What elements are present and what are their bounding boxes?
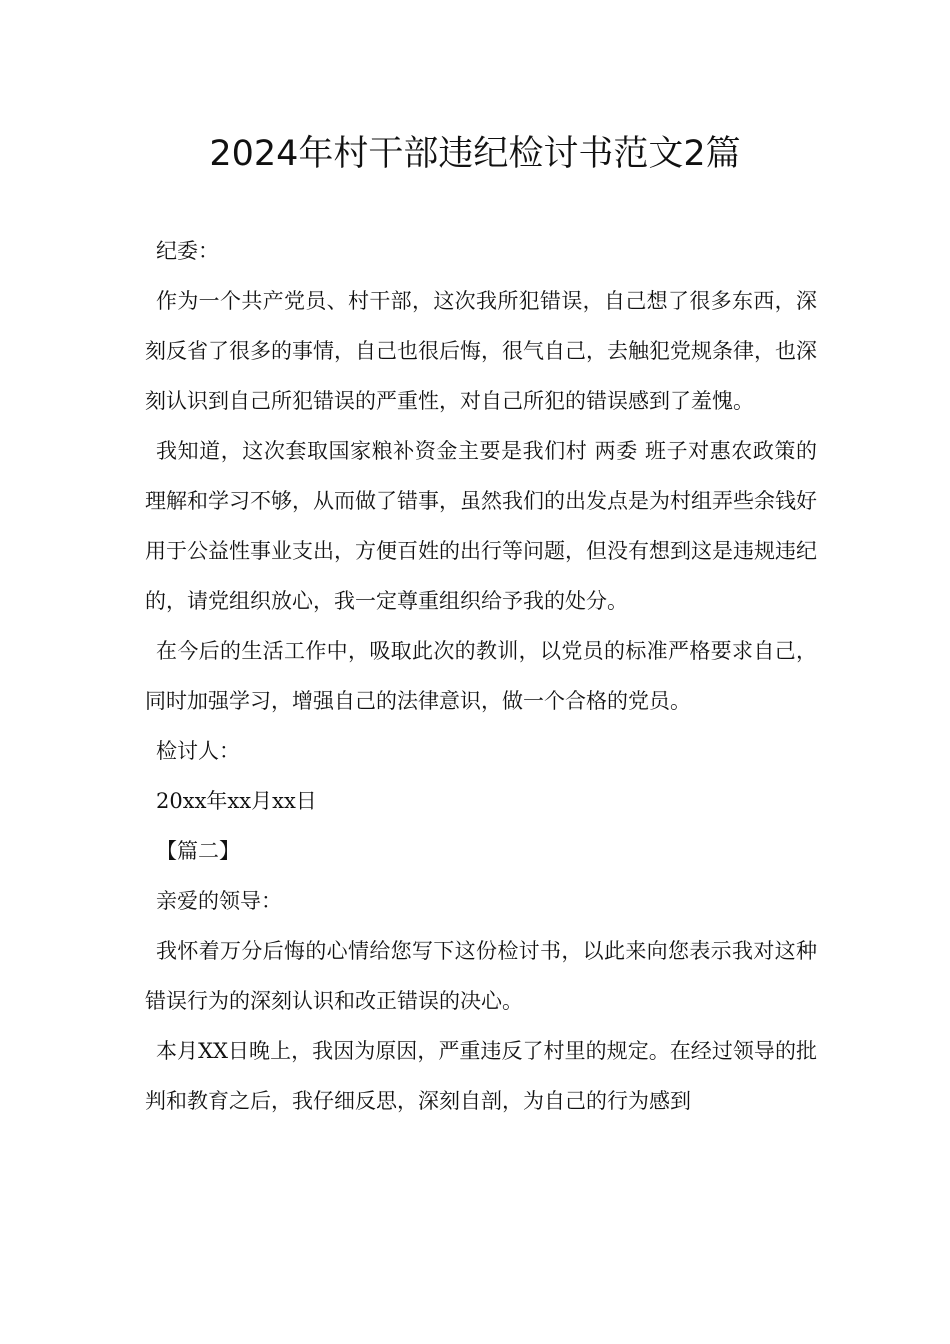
document-title: 2024年村干部违纪检讨书范文2篇 xyxy=(209,134,741,174)
paragraph: 本月XX日晚上，我因为原因，严重违反了村里的规定。在经过领导的批判和教育之后，我仔细反思，深刻自剖，为自己的行为感到 xyxy=(145,1039,817,1113)
section-heading: 【篇二】 xyxy=(156,839,240,863)
paragraph: 作为一个共产党员、村干部，这次我所犯错误，自己想了很多东西，深刻反省了很多的事情，自己也很后悔，很气自己，去触犯党规条律，也深刻认识到自己所犯错误的严重性，对自己所犯的错误感到了羞愧。 xyxy=(145,289,817,413)
paragraph: 在今后的生活工作中，吸取此次的教训，以党员的标准严格要求自己，同时加强学习，增强自己的法律意识，做一个合格的党员。 xyxy=(145,639,817,713)
salutation: 亲爱的领导： xyxy=(156,889,282,913)
salutation: 纪委： xyxy=(156,239,219,263)
signature-label: 检讨人： xyxy=(156,739,240,763)
paragraph: 我怀着万分后悔的心情给您写下这份检讨书，以此来向您表示我对这种错误行为的深刻认识和改正错误的决心。 xyxy=(145,939,817,1013)
date-line: 20xx年xx月xx日 xyxy=(156,789,317,813)
document-body xyxy=(145,226,817,1126)
paragraph: 我知道，这次套取国家粮补资金主要是我们村 两委 班子对惠农政策的理解和学习不够，从而做了错事，虽然我们的出发点是为村组弄些余钱好用于公益性事业支出，方便百姓的出行等问题，但没有想到这是违规违纪的，请党组织放心，我一定尊重组织给予我的处分。 xyxy=(145,439,817,613)
